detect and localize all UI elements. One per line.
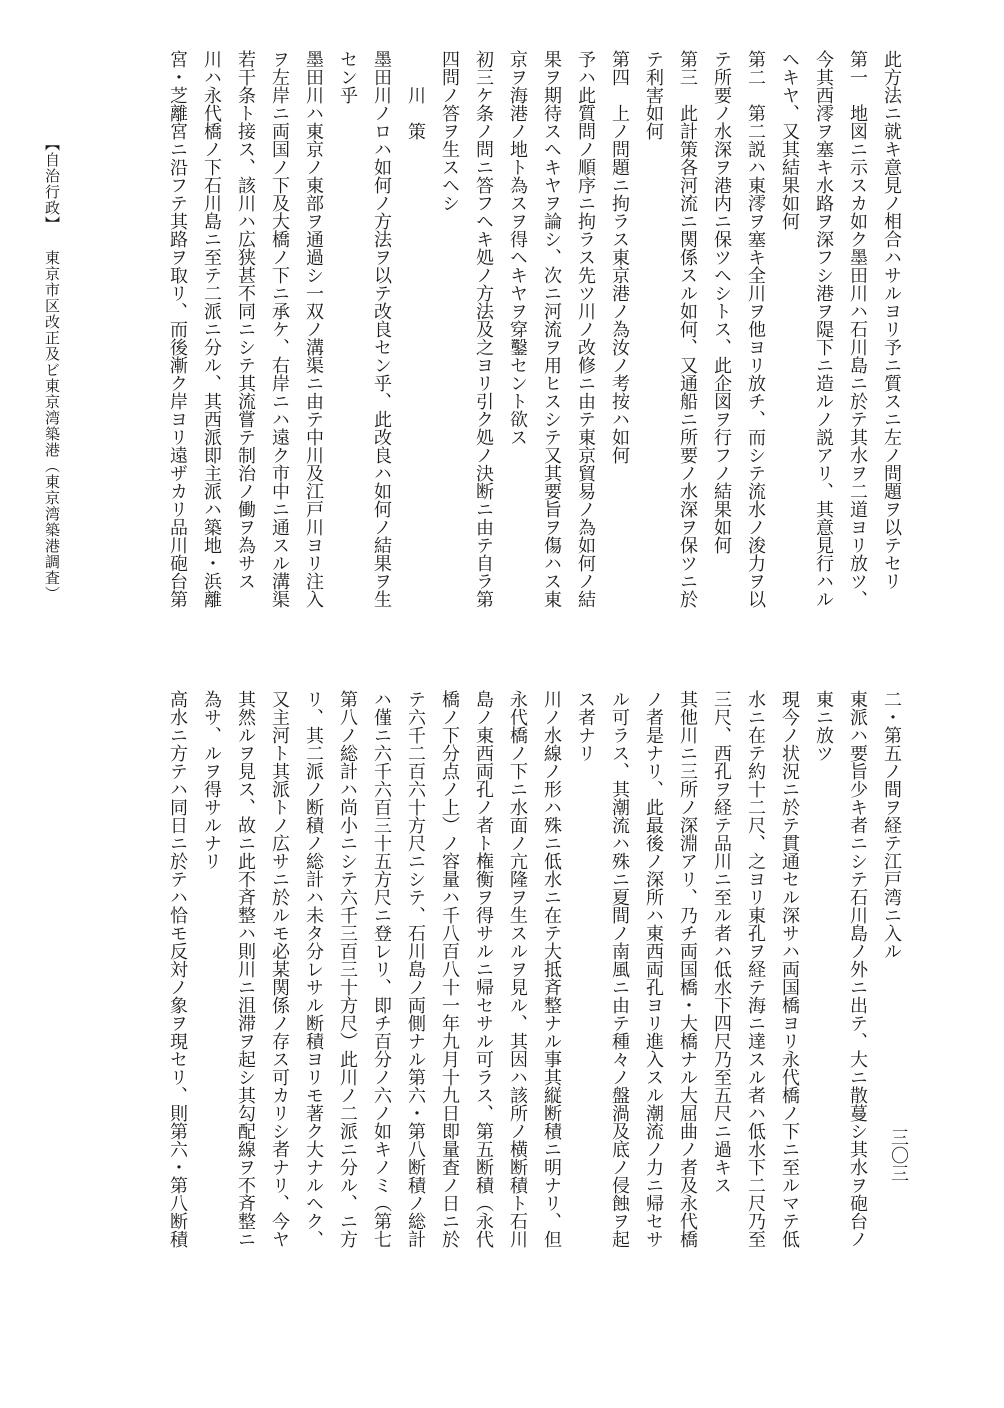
upper-text-line: ヲ左岸ニ両国ノ下及大橋ノ下ニ承ケ、右岸ニハ遠ク市中ニ通スル溝渠 bbox=[269, 50, 290, 608]
upper-text-line: 第三 此計策各河流ニ関係スル如何、又通船ニ所要ノ水深ヲ保ツニ於 bbox=[677, 50, 698, 608]
upper-text-line: 若干条ト接ス、該川ハ広狭甚不同ニシテ其流嘗テ制治ノ働ヲ為サス bbox=[235, 50, 256, 590]
upper-text-line: 宮・芝離宮ニ沿フテ其路ヲ取リ、而後漸ク岸ヨリ遠ザカリ品川砲台第 bbox=[167, 50, 188, 608]
upper-text-line: 川ハ永代橋ノ下石川島ニ至テ二派ニ分ル、其西派即主派ハ築地・浜離 bbox=[201, 50, 222, 608]
upper-text-line: セン乎 bbox=[337, 50, 358, 104]
lower-text-line: ノ者是ナリ、此最後ノ深所ハ東西両孔ヨリ進入スル潮流ノ力ニ帰セサ bbox=[643, 690, 664, 1248]
lower-text-line: リ、其二派ノ断積ノ総計ハ未タ分レサル断積ヨリモ著ク大ナルヘク、 bbox=[303, 690, 324, 1248]
upper-text-line: 四問ノ答ヲ生スヘシ bbox=[439, 50, 460, 212]
upper-text-line: 墨田川ハ東京ノ東部ヲ通過シ一双ノ溝渠ニ由テ中川及江戸川ヨリ注入 bbox=[303, 50, 324, 608]
lower-text-line: 第八ノ総計ハ尚小ニシテ六千三百三十方尺）此川ノ二派ニ分ル、ニ方 bbox=[337, 690, 358, 1248]
lower-text-line: 高水ニ方テハ同日ニ於テハ恰モ反対ノ象ヲ現セリ、則第六・第八断積 bbox=[167, 690, 188, 1248]
lower-text-line: 永代橋ノ下ニ水面ノ亢隆ヲ生スルヲ見ル、其因ハ該所ノ横断積ト石川 bbox=[507, 690, 528, 1248]
upper-text-line: ヘキヤ、又其結果如何 bbox=[779, 50, 800, 230]
lower-text-line: ハ僅ニ六千六百三十五方尺ニ登レリ、即チ百分ノ六ノ如キノミ（第七 bbox=[371, 690, 392, 1248]
lower-text-line: 島ノ東西両孔ノ者ト権衡ヲ得サルニ帰セサル可ラス、第五断積（永代 bbox=[473, 690, 494, 1248]
lower-text-line: 現今ノ状況ニ於テ貫通セル深サハ両国橋ヨリ永代橋ノ下ニ至ルマテ低 bbox=[779, 690, 800, 1248]
upper-text-line: 初三ケ条ノ問ニ答フヘキ処ノ方法及之ヨリ引ク処ノ決断ニ由テ自ラ第 bbox=[473, 50, 494, 608]
lower-text-line: 二・第五ノ間ヲ経テ江戸湾ニ入ル bbox=[881, 690, 902, 960]
upper-text-line: 第二 第二説ハ東澪ヲ塞キ全川ヲ他ヨリ放チ、而シテ流水ノ浚力ヲ以 bbox=[745, 50, 766, 608]
upper-text-line: 果ヲ期待スヘキヤヲ論シ、次ニ河流ヲ用ヒスシテ又其要旨ヲ傷ハス東 bbox=[541, 50, 562, 608]
page-number: 三〇三 bbox=[888, 1128, 909, 1182]
upper-text-line: テ所要ノ水深ヲ港内ニ保ツヘシトス、此企図ヲ行フノ結果如何 bbox=[711, 50, 732, 554]
lower-text-line: 三尺、西孔ヲ経テ品川ニ至ル者ハ低水下四尺乃至五尺ニ過キス bbox=[711, 690, 732, 1194]
upper-text-line: テ利害如何 bbox=[643, 50, 664, 140]
upper-text-line: 予ハ此質問ノ順序ニ拘ラス先ツ川ノ改修ニ由テ東京貿易ノ為如何ノ結 bbox=[575, 50, 596, 608]
lower-text-line: ス者ナリ bbox=[575, 690, 596, 762]
lower-text-line: 東派ハ要旨少キ者ニシテ石川島ノ外ニ出テ、大ニ散蔓シ其水ヲ砲台ノ bbox=[847, 690, 868, 1248]
upper-text-line: 墨田川ノロハ如何ノ方法ヲ以テ改良セン乎、此改良ハ如何ノ結果ヲ生 bbox=[371, 50, 392, 608]
lower-text-line: 橋ノ下分点ノ上）ノ容量ハ千八百八十一年九月十九日即量査ノ日ニ於 bbox=[439, 690, 460, 1248]
lower-text-line: 水ニ在テ約十二尺、之ヨリ東孔ヲ経テ海ニ達スル者ハ低水下二尺乃至 bbox=[745, 690, 766, 1248]
lower-text-line: 又主河ト其派トノ広サニ於ルモ必某関係ノ存ス可カリシ者ナリ、今ヤ bbox=[269, 690, 290, 1248]
lower-text-line: テ六千二百六十方尺ニシテ、石川島ノ両側ナル第六・第八断積ノ総計 bbox=[405, 690, 426, 1248]
upper-text-line: 第四 上ノ問題ニ拘ラス東京港ノ為汝ノ考按ハ如何 bbox=[609, 50, 630, 464]
lower-text-block bbox=[108, 690, 908, 1290]
upper-text-line: 今其西澪ヲ塞キ水路ヲ深フシ港ヲ隄下ニ造ルノ説アリ、其意見行ハル bbox=[813, 50, 834, 608]
lower-text-line: 川ノ水線ノ形ハ殊ニ低水ニ在テ大抵斉整ナル事其縦断積ニ明ナリ、但 bbox=[541, 690, 562, 1248]
upper-text-line: 川 策 bbox=[405, 50, 426, 140]
running-title: 東京市区改正及ビ東京湾築港（東京湾築港調査） bbox=[43, 250, 61, 602]
lower-text-line: 其他川ニ三所ノ深淵アリ、乃チ両国橋・大橋ナル大屈曲ノ者及永代橋 bbox=[677, 690, 698, 1248]
lower-text-line: 其然ルヲ見ス、故ニ此不斉整ハ則川ニ沮滞ヲ起シ其勾配線ヲ不斉整ニ bbox=[235, 690, 256, 1248]
upper-text-line: 第一 地図ニ示スカ如ク墨田川ハ石川島ニ於テ其水ヲ二道ヨリ放ツ、 bbox=[847, 50, 868, 608]
upper-text-block bbox=[108, 50, 908, 650]
lower-text-line: 東ニ放ツ bbox=[813, 690, 834, 762]
upper-text-line: 此方法ニ就キ意見ノ相合ハサルヨリ予ニ質スニ左ノ問題ヲ以テセリ bbox=[881, 50, 902, 590]
upper-text-line: 京ヲ海港ノ地ト為スヲ得ヘキヤヲ穿鑿セント欲ス bbox=[507, 50, 528, 446]
lower-text-line: ル可ラス、其潮流ハ殊ニ夏間ノ南風ニ由テ種々ノ盤渦及底ノ侵蝕ヲ起 bbox=[609, 690, 630, 1248]
lower-text-line: 為サ、ルヲ得サルナリ bbox=[201, 690, 222, 870]
series-label: 【自治行政】 bbox=[43, 136, 61, 232]
